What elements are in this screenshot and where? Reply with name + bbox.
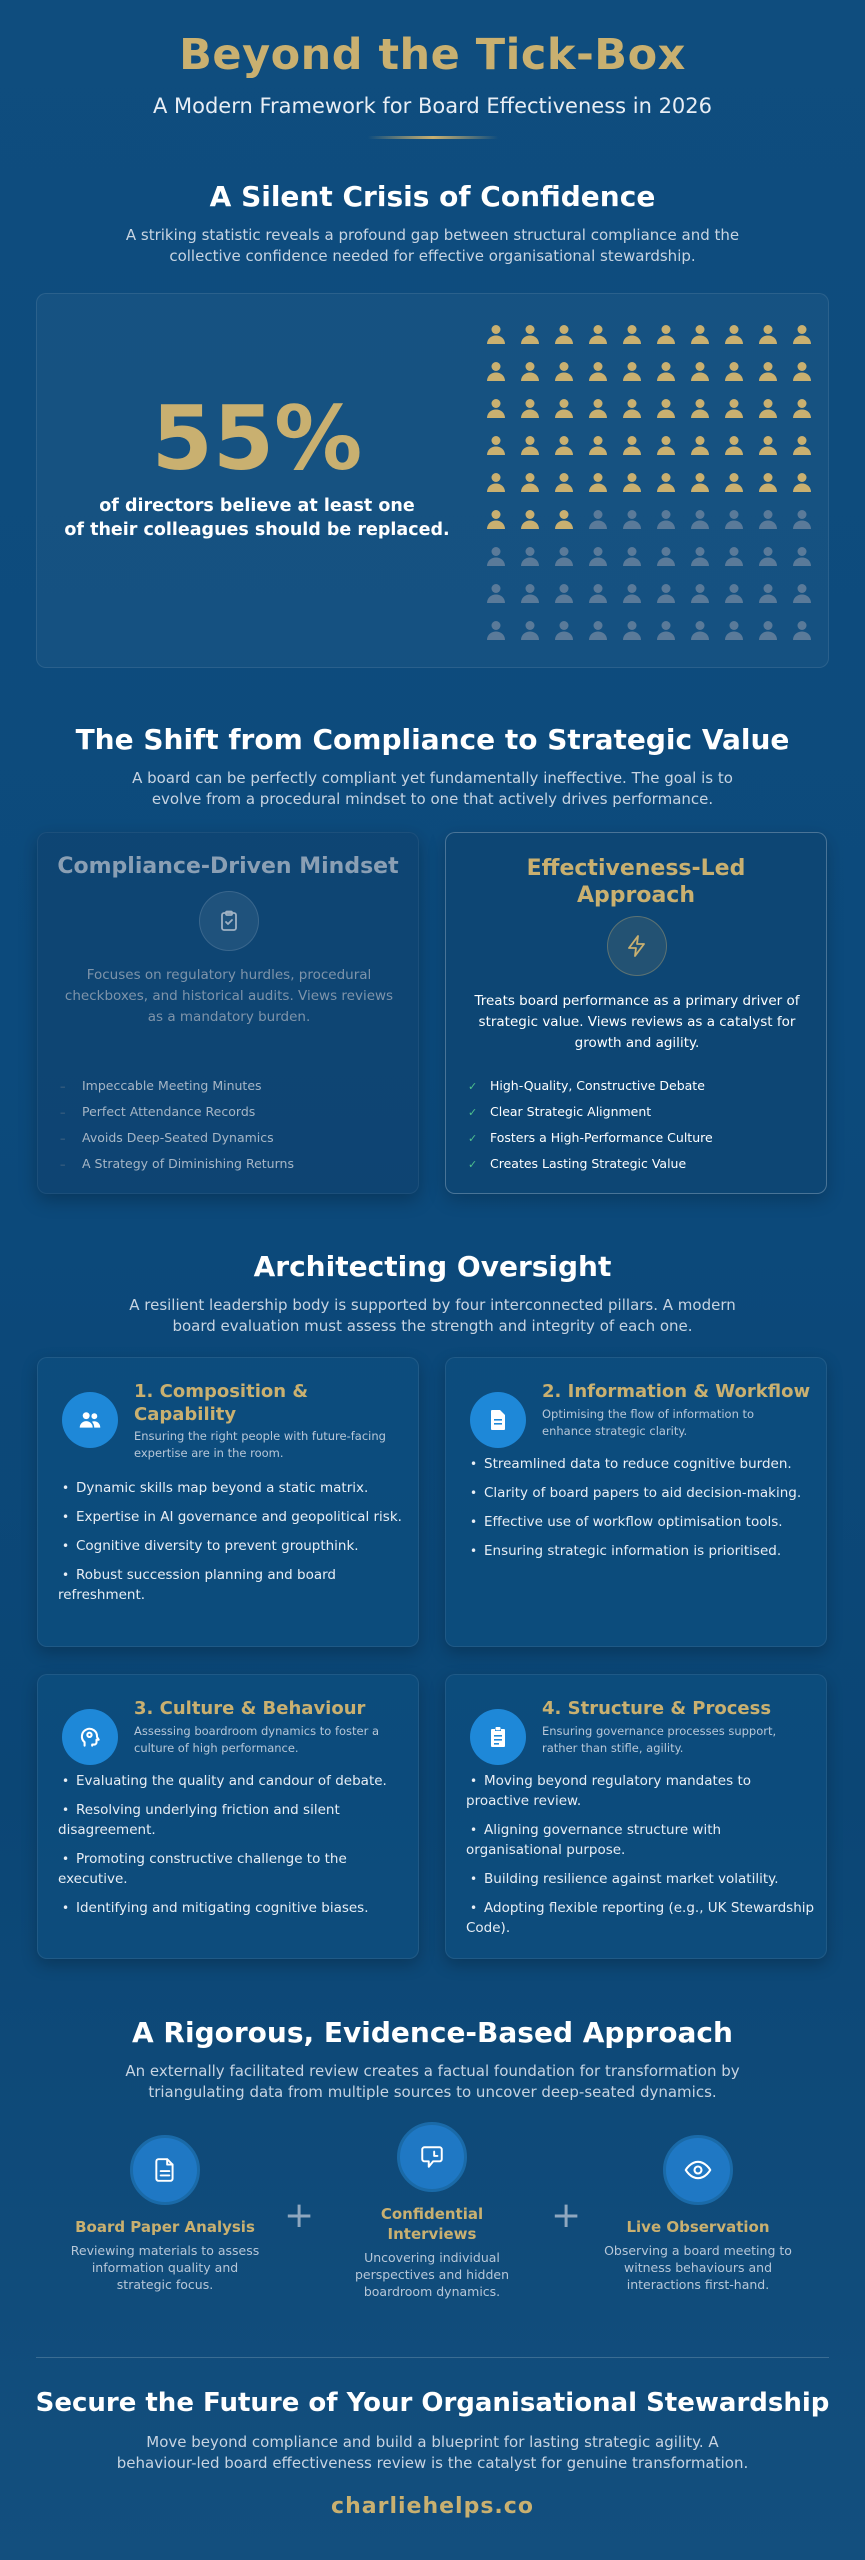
pillar-list [58, 1771, 408, 1927]
list-item [466, 1898, 816, 1938]
shift-heading: The Shift from Compliance to Strategic Value [75, 723, 790, 756]
statistic-value: 55% [151, 387, 363, 490]
person-icon [751, 316, 785, 353]
head-gear-icon [62, 1709, 118, 1765]
step-confidential-interviews [337, 2122, 527, 2300]
footer-text: Move beyond compliance and build a blueprint for lasting strategic agility. A behaviour-led board effectiveness review is the catalyst for genuine transformation. [116, 2433, 749, 2472]
people-grid [479, 316, 819, 649]
list-item [58, 1800, 408, 1840]
document-icon [470, 1392, 526, 1448]
list-item-label: Moving beyond regulatory mandates to proactive review. [466, 1773, 751, 1809]
check-icon: ✓ [468, 1158, 478, 1171]
bullet-icon: • [470, 1544, 478, 1558]
person-icon [717, 390, 751, 427]
person-icon [785, 316, 819, 353]
person-icon [615, 390, 649, 427]
person-icon [751, 538, 785, 575]
step-board-paper-analysis [70, 2135, 260, 2293]
shift-intro: A board can be perfectly compliant yet fundamentally ineffective. The goal is to evolve from a procedural mindset to one that actively drives performance. [132, 769, 733, 808]
file-text-icon [130, 2135, 200, 2205]
pillar-subtitle: Ensuring the right people with future-facing expertise are in the room. [134, 1429, 386, 1460]
list-item [468, 1151, 713, 1177]
person-icon [513, 353, 547, 390]
list-item-label: Expertise in AI governance and geopolitical risk. [76, 1509, 402, 1525]
person-icon [479, 427, 513, 464]
list-item-label: High-Quality, Constructive Debate [490, 1078, 705, 1093]
person-icon [513, 501, 547, 538]
person-icon [547, 353, 581, 390]
bullet-icon: • [62, 1539, 70, 1553]
person-icon [649, 427, 683, 464]
person-icon [751, 575, 785, 612]
list-item [466, 1771, 816, 1811]
list-item-label: A Strategy of Diminishing Returns [82, 1156, 294, 1171]
person-icon [785, 612, 819, 649]
section-divider [36, 2357, 829, 2358]
clipboard-check-icon [199, 891, 259, 951]
dash-icon: – [60, 1106, 66, 1119]
person-icon [683, 501, 717, 538]
list-item-label: Streamlined data to reduce cognitive burden. [484, 1456, 792, 1472]
step-description: Reviewing materials to assess information quality and strategic focus. [70, 2243, 260, 2292]
list-item [466, 1483, 816, 1503]
bullet-icon: • [470, 1774, 478, 1788]
person-icon [717, 575, 751, 612]
list-item [60, 1099, 294, 1125]
bullet-icon: • [470, 1901, 478, 1915]
step-description: Observing a board meeting to witness behaviours and interactions first-hand. [604, 2243, 792, 2292]
list-item [466, 1512, 816, 1532]
person-icon [513, 427, 547, 464]
dash-icon: – [60, 1080, 66, 1093]
person-icon [751, 464, 785, 501]
crisis-intro: A striking statistic reveals a profound gap between structural compliance and the collective confidence needed for effective organisational stewardship. [125, 226, 740, 265]
list-item-label: Building resilience against market volatility. [484, 1871, 779, 1887]
person-icon [547, 575, 581, 612]
person-icon [581, 464, 615, 501]
bullet-icon: • [62, 1901, 70, 1915]
person-icon [581, 501, 615, 538]
person-icon [581, 427, 615, 464]
list-item-label: Robust succession planning and board refreshment. [58, 1567, 336, 1603]
list-item [58, 1849, 408, 1889]
architecture-intro: A resilient leadership body is supported by four interconnected pillars. A modern board evaluation must assess the strength and integrity of each one. [129, 1296, 736, 1335]
bullet-icon: • [470, 1486, 478, 1500]
list-item-label: Promoting constructive challenge to the executive. [58, 1851, 347, 1887]
step-title: Board Paper Analysis [75, 2218, 255, 2236]
person-icon [479, 316, 513, 353]
compliance-list [60, 1073, 294, 1177]
person-icon [683, 390, 717, 427]
person-icon [785, 390, 819, 427]
person-icon [751, 353, 785, 390]
footer-heading: Secure the Future of Your Organisational Stewardship [35, 2388, 830, 2418]
people-icon [62, 1392, 118, 1448]
list-item [60, 1151, 294, 1177]
person-icon [513, 316, 547, 353]
list-item [468, 1099, 713, 1125]
check-icon: ✓ [468, 1132, 478, 1145]
person-icon [513, 612, 547, 649]
check-icon: ✓ [468, 1106, 478, 1119]
person-icon [649, 538, 683, 575]
person-icon [785, 464, 819, 501]
person-icon [547, 612, 581, 649]
person-icon [785, 427, 819, 464]
architecture-heading: Architecting Oversight [253, 1250, 612, 1283]
list-item-label: Effective use of workflow optimisation tools. [484, 1514, 783, 1530]
pillar-card-culture [37, 1674, 419, 1959]
effectiveness-approach-card [445, 832, 827, 1194]
list-item-label: Ensuring strategic information is prioritised. [484, 1543, 782, 1559]
pillar-card-composition [37, 1357, 419, 1647]
person-icon [615, 427, 649, 464]
footer-section [0, 2388, 865, 2519]
person-icon [649, 501, 683, 538]
pillar-card-structure [445, 1674, 827, 1959]
clipboard-list-icon [470, 1709, 526, 1765]
list-item-label: Avoids Deep-Seated Dynamics [82, 1130, 274, 1145]
shift-section [0, 723, 865, 810]
list-item [58, 1898, 408, 1918]
person-icon [615, 501, 649, 538]
step-title: Live Observation [626, 2218, 770, 2236]
statistic-description-line: of directors believe at least one [99, 496, 415, 516]
eye-icon [663, 2135, 733, 2205]
person-icon [683, 538, 717, 575]
bullet-icon: • [470, 1872, 478, 1886]
pillar-title: 1. Composition & Capability [134, 1381, 309, 1425]
list-item [468, 1125, 713, 1151]
person-icon [615, 464, 649, 501]
person-icon [683, 316, 717, 353]
list-item [466, 1820, 816, 1860]
approach-heading: A Rigorous, Evidence-Based Approach [132, 2016, 733, 2049]
pillar-title: 4. Structure & Process [542, 1698, 772, 1719]
list-item [466, 1454, 816, 1474]
list-item [60, 1073, 294, 1099]
pillar-subtitle: Optimising the flow of information to enhance strategic clarity. [542, 1407, 755, 1438]
person-icon [683, 353, 717, 390]
person-icon [479, 575, 513, 612]
dash-icon: – [60, 1132, 66, 1145]
pillar-card-information [445, 1357, 827, 1647]
person-icon [785, 353, 819, 390]
list-item [58, 1478, 408, 1498]
person-icon [649, 390, 683, 427]
list-item [58, 1507, 408, 1527]
list-item-label: Perfect Attendance Records [82, 1104, 256, 1119]
pillar-list [58, 1478, 408, 1614]
bullet-icon: • [470, 1457, 478, 1471]
person-icon [717, 612, 751, 649]
approach-intro: An externally facilitated review creates a factual foundation for transformation by triangulating data from multiple sources to uncover deep-seated dynamics. [125, 2062, 740, 2101]
list-item-label: Adopting flexible reporting (e.g., UK Stewardship Code). [466, 1900, 815, 1936]
person-icon [717, 501, 751, 538]
person-icon [581, 538, 615, 575]
bullet-icon: • [62, 1510, 70, 1524]
person-icon [717, 427, 751, 464]
person-icon [581, 612, 615, 649]
person-icon [581, 353, 615, 390]
page-title: Beyond the Tick-Box [179, 30, 686, 80]
card-title-line: Approach [576, 883, 696, 908]
person-icon [683, 427, 717, 464]
list-item [466, 1541, 816, 1561]
list-item-label: Identifying and mitigating cognitive biases. [76, 1900, 369, 1916]
pillar-subtitle: Ensuring governance processes support, rather than stifle, agility. [542, 1724, 777, 1755]
crisis-section [0, 180, 865, 267]
list-item-label: Clarity of board papers to aid decision-making. [484, 1485, 802, 1501]
list-item-label: Impeccable Meeting Minutes [82, 1078, 262, 1093]
list-item [468, 1073, 713, 1099]
person-icon [615, 575, 649, 612]
dash-icon: – [60, 1158, 66, 1171]
person-icon [479, 612, 513, 649]
bullet-icon: • [470, 1823, 478, 1837]
person-icon [785, 538, 819, 575]
person-icon [581, 575, 615, 612]
list-item [58, 1771, 408, 1791]
list-item-label: Evaluating the quality and candour of debate. [76, 1773, 387, 1789]
person-icon [717, 353, 751, 390]
card-title-line: Effectiveness-Led [526, 856, 746, 881]
person-icon [717, 538, 751, 575]
lightning-icon [607, 916, 667, 976]
person-icon [649, 316, 683, 353]
person-icon [615, 612, 649, 649]
list-item-label: Clear Strategic Alignment [490, 1104, 652, 1119]
list-item-label: Cognitive diversity to prevent groupthink. [76, 1538, 359, 1554]
person-icon [547, 538, 581, 575]
list-item [58, 1536, 408, 1556]
person-icon [547, 501, 581, 538]
person-icon [513, 390, 547, 427]
card-description: Treats board performance as a primary driver of strategic value. Views reviews as a catalyst for growth and agility. [474, 993, 800, 1051]
person-icon [785, 575, 819, 612]
list-item-label: Dynamic skills map beyond a static matrix. [76, 1480, 369, 1496]
pillar-title: 3. Culture & Behaviour [134, 1698, 366, 1719]
card-title: Compliance-Driven Mindset [57, 854, 399, 879]
chat-bubble-icon [397, 2122, 467, 2192]
plus-icon: + [284, 2195, 315, 2236]
header [0, 30, 865, 139]
step-live-observation [603, 2135, 793, 2293]
effectiveness-list [468, 1073, 713, 1177]
person-icon [615, 316, 649, 353]
person-icon [649, 464, 683, 501]
step-title: Confidential Interviews [380, 2205, 484, 2243]
person-icon [717, 316, 751, 353]
compliance-mindset-card [37, 832, 419, 1194]
architecture-section [0, 1250, 865, 1337]
list-item [58, 1565, 408, 1605]
person-icon [751, 427, 785, 464]
list-item [60, 1125, 294, 1151]
list-item-label: Creates Lasting Strategic Value [490, 1156, 687, 1171]
card-description: Focuses on regulatory hurdles, procedural checkboxes, and historical audits. Views reviews as a mandatory burden. [64, 967, 394, 1025]
bullet-icon: • [62, 1481, 70, 1495]
pillar-list [466, 1454, 816, 1570]
person-icon [513, 464, 547, 501]
list-item [466, 1869, 816, 1889]
pillar-list [466, 1771, 816, 1947]
person-icon [751, 501, 785, 538]
person-icon [479, 353, 513, 390]
website-link[interactable]: charliehelps.co [331, 2494, 534, 2519]
person-icon [649, 612, 683, 649]
plus-icon: + [551, 2195, 582, 2236]
person-icon [547, 316, 581, 353]
page-subtitle: A Modern Framework for Board Effectiveness in 2026 [152, 94, 713, 118]
person-icon [581, 316, 615, 353]
list-item-label: Resolving underlying friction and silent disagreement. [58, 1802, 340, 1838]
person-icon [683, 612, 717, 649]
bullet-icon: • [62, 1774, 70, 1788]
statistic-description-line: of their colleagues should be replaced. [64, 520, 450, 540]
person-icon [751, 390, 785, 427]
person-icon [683, 464, 717, 501]
person-icon [513, 575, 547, 612]
approach-section [0, 2016, 865, 2103]
person-icon [479, 501, 513, 538]
person-icon [581, 390, 615, 427]
person-icon [785, 501, 819, 538]
statistic [37, 387, 477, 542]
pillar-title: 2. Information & Workflow [542, 1381, 811, 1402]
title-divider [368, 136, 498, 139]
person-icon [479, 390, 513, 427]
statistic-panel [36, 293, 829, 668]
bullet-icon: • [62, 1852, 70, 1866]
check-icon: ✓ [468, 1080, 478, 1093]
person-icon [547, 390, 581, 427]
list-item-label: Fosters a High-Performance Culture [490, 1130, 713, 1145]
statistic-description [37, 494, 477, 542]
person-icon [479, 464, 513, 501]
card-title [446, 855, 826, 909]
person-icon [615, 353, 649, 390]
person-icon [649, 575, 683, 612]
person-icon [717, 464, 751, 501]
bullet-icon: • [62, 1568, 70, 1582]
person-icon [547, 464, 581, 501]
pillar-subtitle: Assessing boardroom dynamics to foster a culture of high performance. [134, 1724, 380, 1755]
person-icon [649, 353, 683, 390]
list-item-label: Aligning governance structure with organisational purpose. [466, 1822, 722, 1858]
step-description: Uncovering individual perspectives and hidden boardroom dynamics. [354, 2250, 510, 2299]
person-icon [683, 575, 717, 612]
person-icon [547, 427, 581, 464]
person-icon [513, 538, 547, 575]
bullet-icon: • [470, 1515, 478, 1529]
person-icon [615, 538, 649, 575]
person-icon [751, 612, 785, 649]
person-icon [479, 538, 513, 575]
crisis-heading: A Silent Crisis of Confidence [209, 180, 656, 213]
bullet-icon: • [62, 1803, 70, 1817]
